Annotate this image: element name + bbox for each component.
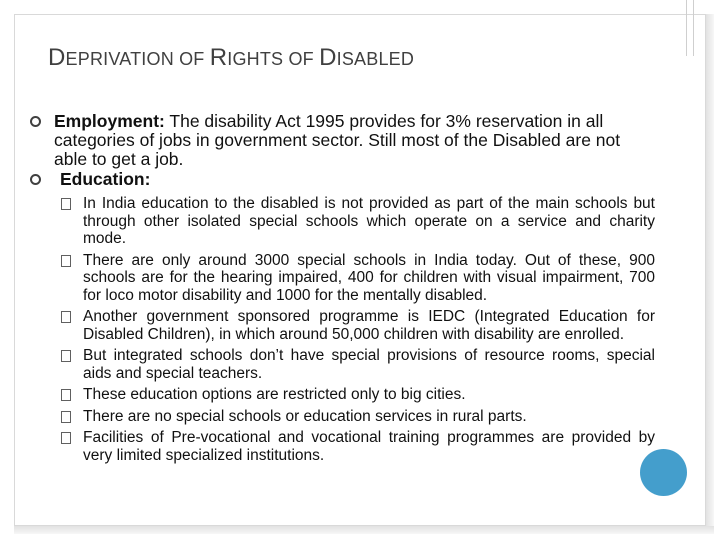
list-item	[30, 408, 655, 426]
list-item-text: These education options are restricted only to big cities.	[83, 386, 466, 403]
education-list	[30, 195, 655, 464]
box-bullet-icon	[61, 198, 71, 210]
title-cap: D	[48, 44, 66, 71]
title-word: OF	[179, 49, 205, 69]
title-word: IGHTS	[227, 49, 284, 69]
list-item-text: But integrated schools don’t have special provisions of resource rooms, special aids and special teachers.	[83, 347, 655, 382]
slide-body	[30, 112, 655, 468]
frame-shadow-bottom	[14, 526, 714, 534]
title-word: ISABLED	[336, 49, 415, 69]
employment-label: Employment:	[54, 111, 165, 131]
list-item-text: Another government sponsored programme is IEDC (Integrated Education for Disabled Children), in which around 50,000 children with disability are enrolled.	[83, 308, 655, 343]
frame-shadow-right	[706, 14, 714, 526]
box-bullet-icon	[61, 389, 71, 401]
accent-circle	[640, 449, 687, 496]
box-bullet-icon	[61, 350, 71, 362]
title-word: EPRIVATION	[65, 49, 174, 69]
box-bullet-icon	[61, 432, 71, 444]
box-bullet-icon	[61, 311, 71, 323]
list-item	[30, 386, 655, 404]
title-cap: D	[319, 44, 337, 71]
list-item-text: In India education to the disabled is not provided as part of the main schools but through other isolated special schools which operate on a service and charity mode.	[83, 195, 655, 247]
circle-bullet-icon	[30, 116, 41, 127]
title-word: OF	[288, 49, 314, 69]
box-bullet-icon	[61, 411, 71, 423]
title-cap: R	[209, 44, 228, 71]
list-item	[30, 429, 655, 464]
list-item	[30, 308, 655, 343]
decorative-lines	[686, 0, 694, 56]
circle-bullet-icon	[30, 174, 41, 185]
slide-title	[48, 44, 414, 72]
employment-bullet	[30, 112, 655, 169]
employment-text: The disability Act 1995 provides for 3% reservation in all categories of jobs in government sector. Still most of the Disabled are not able to get a job.	[54, 111, 621, 169]
list-item	[30, 252, 655, 305]
list-item	[30, 195, 655, 248]
education-label: Education:	[60, 169, 151, 189]
list-item	[30, 347, 655, 382]
education-bullet	[30, 170, 655, 189]
list-item-text: There are only around 3000 special schools in India today. Out of these, 900 schools are for the hearing impaired, 400 for children with visual impairment, 700 for loco motor disability and 1000 for the mentally disabled.	[83, 251, 655, 304]
box-bullet-icon	[61, 255, 71, 267]
list-item-text: There are no special schools or education services in rural parts.	[83, 407, 527, 425]
list-item-text: Facilities of Pre-vocational and vocational training programmes are provided by very limited specialized institutions.	[83, 429, 655, 464]
